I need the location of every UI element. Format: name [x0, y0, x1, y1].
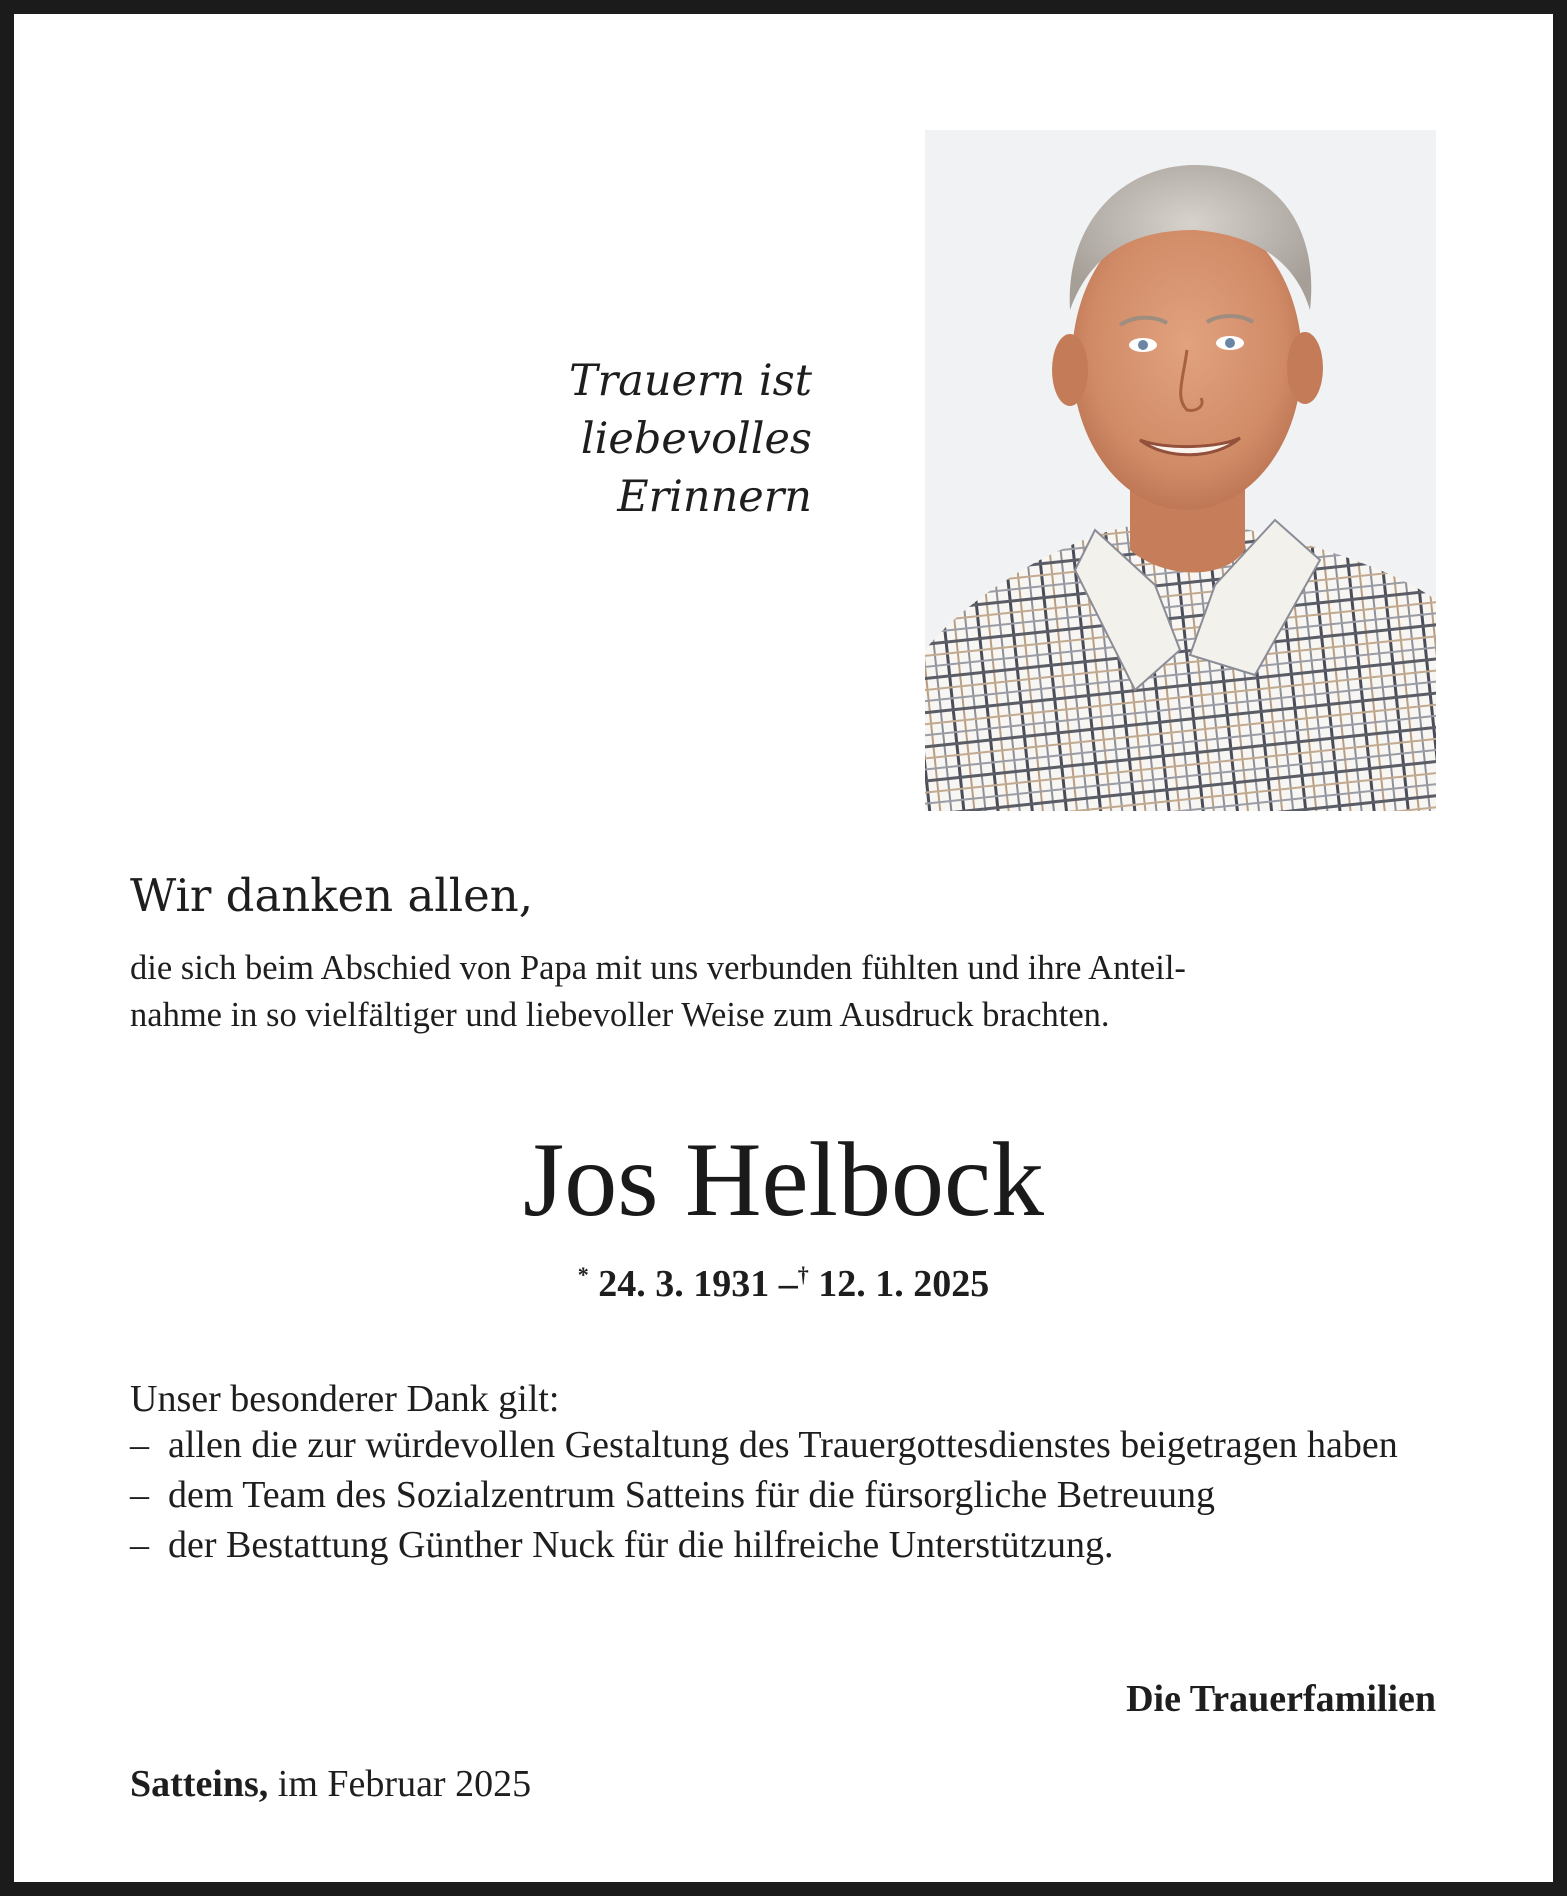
list-item	[130, 1475, 1440, 1516]
list-dash: –	[130, 1424, 149, 1466]
thanks-body	[130, 945, 1435, 1039]
list-dash: –	[130, 1474, 149, 1516]
list-item	[130, 1425, 1440, 1466]
death-symbol: †	[797, 1262, 809, 1287]
life-dates	[0, 1253, 1567, 1306]
portrait-photo	[925, 130, 1436, 811]
signature: Die Trauerfamilien	[1126, 1678, 1436, 1720]
place-town: Satteins,	[130, 1763, 269, 1805]
quote-line-2: liebevolles	[580, 414, 812, 464]
quote-line-3: Erinnern	[617, 472, 812, 522]
list-item-text: allen die zur würdevollen Gestaltung des Trauergottesdienstes beigetragen haben	[168, 1424, 1398, 1466]
birth-date: 24. 3. 1931	[598, 1263, 770, 1305]
list-item	[130, 1525, 1440, 1566]
deceased-name: Jos Helbock	[522, 1121, 1045, 1238]
thanks-body-line-1: die sich beim Abschied von Papa mit uns verbunden fühlten und ihre Anteil-	[130, 949, 1186, 987]
special-thanks-list	[130, 1425, 1440, 1575]
special-thanks-heading: Unser besonderer Dank gilt:	[130, 1378, 560, 1420]
thanks-body-line-2: nahme in so vielfältiger und liebevoller Weise zum Ausdruck brachten.	[130, 996, 1110, 1034]
list-item-text: dem Team des Sozialzentrum Satteins für die fürsorgliche Betreuung	[168, 1474, 1215, 1516]
date-separator: –	[778, 1263, 798, 1305]
list-item-text: der Bestattung Günther Nuck für die hilfreiche Unterstützung.	[168, 1524, 1114, 1566]
birth-symbol: *	[577, 1262, 589, 1287]
list-dash: –	[130, 1524, 149, 1566]
thanks-heading: Wir danken allen,	[130, 869, 534, 922]
place-date	[130, 1762, 531, 1806]
death-date: 12. 1. 2025	[818, 1263, 990, 1305]
memorial-quote	[482, 352, 812, 526]
place-date-text: im Februar 2025	[277, 1763, 532, 1805]
quote-line-1: Trauern ist	[568, 356, 812, 406]
